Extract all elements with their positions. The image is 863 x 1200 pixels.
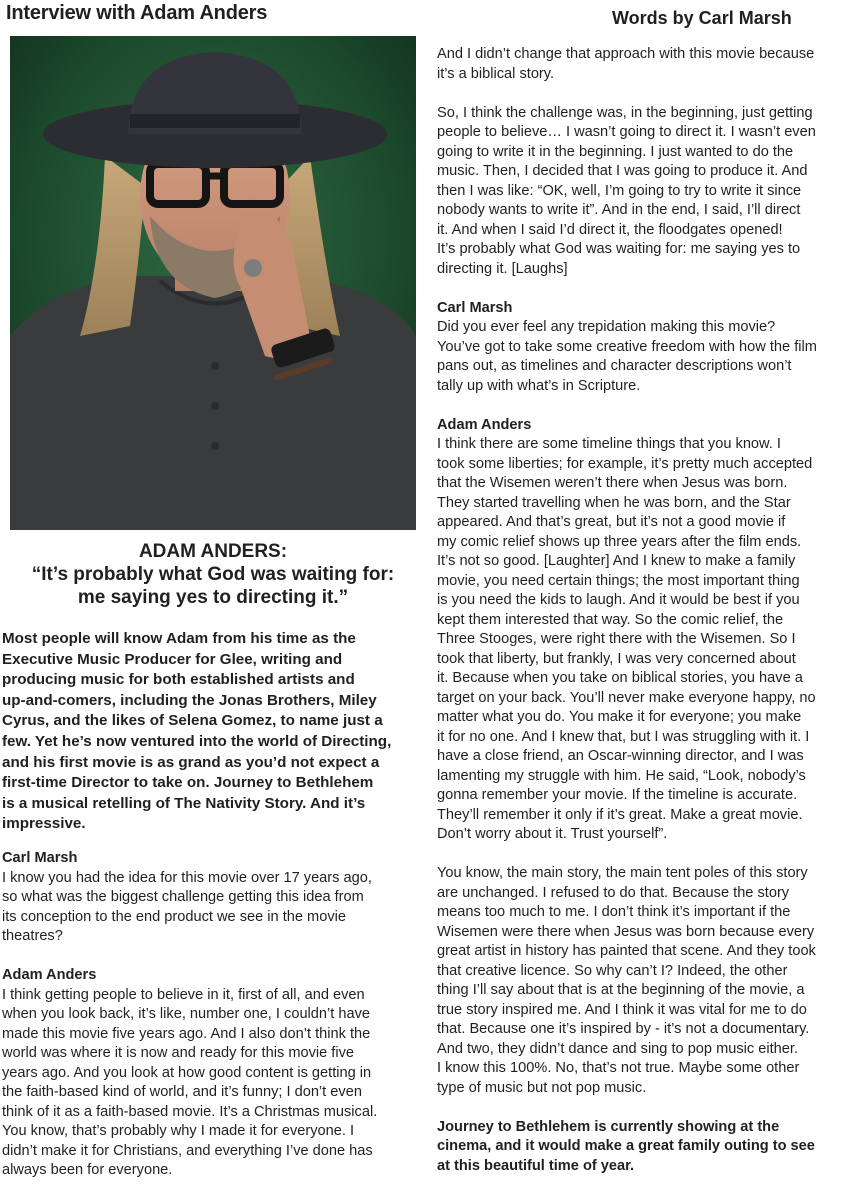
body-line: I think there are some timeline things that you know. I (437, 436, 781, 452)
body-line: You know, that’s probably why I made it for everyone. I (2, 1123, 355, 1139)
speaker-name: Adam Anders (437, 416, 532, 433)
body-line: Did you ever feel any trepidation making this movie? (437, 319, 776, 335)
body-line: going to write it in the beginning. I just wanted to do the (437, 143, 794, 160)
body-line: nobody wants to write it”. And in the end, I said, I’ll direct (437, 202, 801, 218)
paragraph-gap (437, 84, 857, 104)
body-line: my comic relief shows up three years after the film ends. (437, 533, 802, 550)
speaker-name: Carl Marsh (437, 299, 513, 316)
body-line: appeared. And that’s great, but it’s not a good movie if (437, 514, 786, 530)
intro-line: is a musical retelling of The Nativity Story. And it’s (2, 794, 366, 812)
paragraph-gap (437, 845, 857, 865)
right-column (437, 45, 857, 1176)
body-line: gonna remember your movie. If the timeline is accurate. (437, 787, 798, 803)
body-line: it. And when I said I’d direct it, the floodgates opened! (437, 221, 783, 238)
body-line: made this movie five years ago. And I also don’t think the (2, 1025, 371, 1042)
body-line: And I didn’t change that approach with this movie because (437, 46, 815, 62)
body-line: it for no one. And I knew that, but I was struggling with it. I (437, 728, 810, 745)
intro-line: few. Yet he’s now ventured into the world of Directing, (2, 732, 392, 750)
pull-quote-line: ADAM ANDERS: (138, 541, 288, 562)
body-line: great artist in history has painted that scene. And they took (437, 943, 816, 959)
closing-line: at this beautiful time of year. (437, 1157, 635, 1174)
intro-line: up-and-comers, including the Jonas Brothers, Miley (2, 691, 377, 709)
body-line: Three Stooges, were right there with the Wisemen. So I (437, 631, 796, 647)
body-line: I think getting people to believe in it, first of all, and even (2, 986, 365, 1003)
portrait-photo (10, 36, 416, 530)
pull-quote-line: “It’s probably what God was waiting for: (31, 564, 395, 585)
body-line: matter what you do. You make it for everyone; you make (437, 709, 802, 725)
body-line: thing I’ll say about that is at the beginning of the movie, a (437, 982, 805, 998)
intro-line: producing music for both established artists and (2, 671, 355, 689)
left-column (2, 849, 422, 1181)
body-line: And two, they didn’t dance and sing to pop music either. (437, 1040, 799, 1057)
body-line: target on your back. You’ll never make everyone happy, no (437, 689, 816, 706)
body-line: people to believe… I wasn’t going to direct it. I wasn’t even (437, 124, 816, 140)
body-line: it. Because when you take on biblical stories, you have a (437, 670, 803, 686)
body-line: Wisemen were there when Jesus was born because every (437, 923, 815, 940)
body-line: years ago. And you look at how good content is getting in (2, 1064, 372, 1081)
paragraph-gap (437, 279, 857, 299)
intro-paragraph (2, 629, 422, 835)
body-line: type of music but not pop music. (437, 1079, 647, 1096)
speaker-name: Carl Marsh (2, 850, 78, 866)
body-line: always been for everyone. (2, 1162, 173, 1178)
body-line: means too much to me. I don’t think it’s important if the (437, 904, 791, 920)
intro-line: Cyrus, and the likes of Selena Gomez, to name just a (2, 712, 383, 730)
body-line: that. Because one it’s inspired by - it’s not a documentary. (437, 1021, 810, 1037)
body-line: kept them interested that way. So the comic relief, the (437, 611, 784, 628)
speaker-name: Adam Anders (2, 967, 97, 983)
body-line: It’s not so good. [Laughter] And I knew to make a family (437, 553, 796, 569)
intro-line: impressive. (2, 815, 86, 833)
paragraph-gap (437, 396, 857, 416)
intro-line: Most people will know Adam from his time as the (2, 630, 356, 647)
paragraph-gap (2, 947, 422, 967)
body-line: They’ll remember it only if it’s great. Make a great movie. (437, 806, 803, 823)
body-line: took that liberty, but frankly, I was very concerned about (437, 650, 796, 667)
body-line: think of it as a faith-based movie. It’s a Christmas musical. (2, 1103, 378, 1120)
body-line: it’s a biblical story. (437, 65, 555, 82)
body-line: took some liberties; for example, it’s pretty much accepted (437, 455, 813, 472)
body-line: directing it. [Laughs] (437, 260, 568, 277)
body-line: lamenting my struggle with him. He said, “Look, nobody’s (437, 767, 806, 784)
body-line: theatres? (2, 928, 63, 944)
body-line: that the Wisemen weren’t there when Jesus was born. (437, 475, 788, 491)
pull-quote (10, 540, 416, 609)
body-line: that creative licence. So why can’t I? Indeed, the other (437, 962, 788, 979)
body-line: is you need the kids to laugh. And it would be best if you (437, 592, 800, 608)
body-line: when you look back, it’s like, number one, I couldn’t have (2, 1006, 371, 1022)
body-line: didn’t make it for Christians, and everything I’ve done has (2, 1142, 373, 1159)
body-line: its conception to the end product we see in the movie (2, 908, 346, 925)
closing-line: cinema, and it would make a great family outing to see (437, 1138, 815, 1154)
article-title: Interview with Adam Anders (6, 2, 268, 24)
pull-quote-line: me saying yes to directing it.” (77, 587, 349, 608)
body-line: I know this 100%. No, that’s not true. Maybe some other (437, 1060, 800, 1076)
body-line: It’s probably what God was waiting for: me saying yes to (437, 241, 801, 257)
body-line: So, I think the challenge was, in the beginning, just getting (437, 104, 813, 121)
byline: Words by Carl Marsh (612, 8, 792, 28)
intro-line: and his first movie is as grand as you’d not expect a (2, 753, 380, 771)
closing-line: Journey to Bethlehem is currently showing at the (437, 1118, 780, 1135)
body-line: tally up with what’s in Scripture. (437, 377, 641, 394)
body-line: You’ve got to take some creative freedom with how the film (437, 338, 817, 355)
body-line: world was where it is now and ready for this movie five (2, 1045, 355, 1061)
body-line: You know, the main story, the main tent poles of this story (437, 865, 808, 881)
body-line: pans out, as timelines and character descriptions won’t (437, 358, 792, 374)
intro-line: Executive Music Producer for Glee, writing and (2, 650, 343, 668)
body-line: have a close friend, an Oscar-winning director, and I was (437, 748, 804, 764)
body-line: then I was like: “OK, well, I’m going to try to write it since (437, 182, 802, 199)
body-line: the faith-based kind of world, and it’s funny; I don’t even (2, 1084, 362, 1100)
body-line: are unchanged. I refused to do that. Because the story (437, 884, 790, 901)
paragraph-gap (437, 1098, 857, 1118)
body-line: They started travelling when he was born, and the Star (437, 494, 791, 511)
body-line: movie, you need certain things; the most important thing (437, 572, 800, 589)
body-line: true story inspired me. And I think it was vital for me to do (437, 1001, 807, 1018)
body-line: I know you had the idea for this movie over 17 years ago, (2, 869, 372, 886)
body-line: Don’t worry about it. Trust yourself”. (437, 826, 668, 842)
body-line: music. Then, I decided that I was going to produce it. And (437, 163, 808, 179)
body-line: so what was the biggest challenge getting this idea from (2, 889, 364, 905)
intro-line: first-time Director to take on. Journey to Bethlehem (2, 774, 374, 792)
